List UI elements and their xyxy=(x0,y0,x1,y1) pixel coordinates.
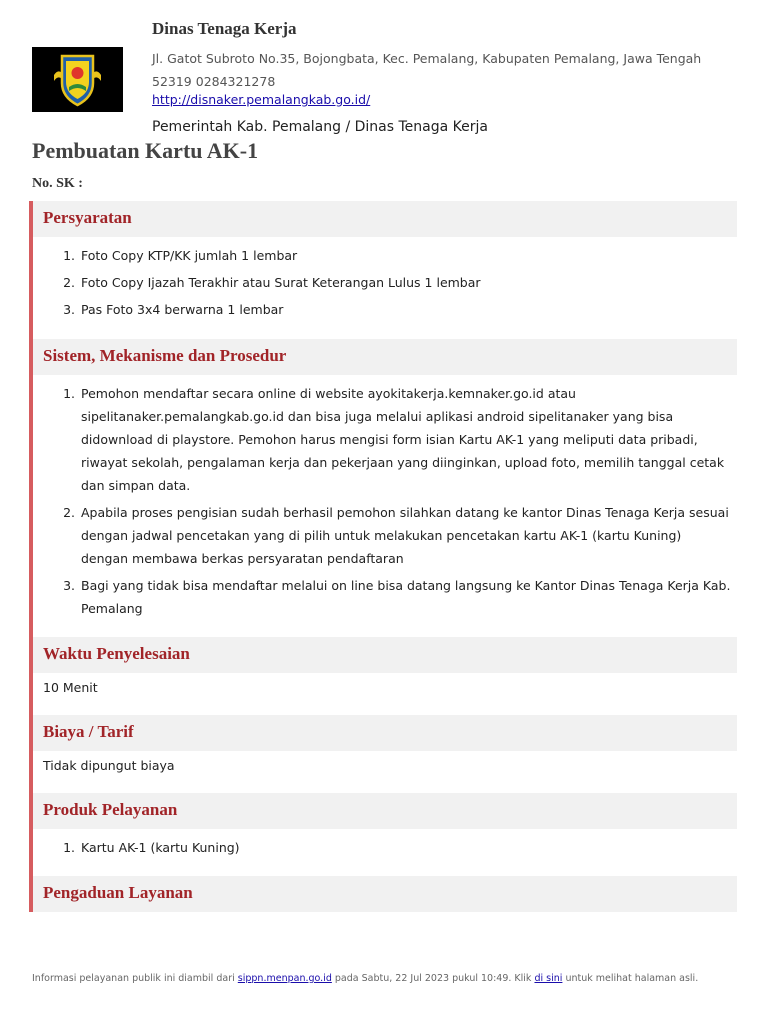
footer-text: untuk melihat halaman asli. xyxy=(565,973,699,984)
list-item: 1. Foto Copy KTP/KK jumlah 1 lembar xyxy=(63,248,298,263)
footer-text: Informasi pelayanan publik ini diambil dari xyxy=(32,973,235,984)
website-link[interactable]: http://disnaker.pemalangkab.go.id/ xyxy=(152,92,371,107)
list-item: 3. Bagi yang tidak bisa mendaftar melalui on line bisa datang langsung ke Kantor Dinas Tenaga Kerja Kab. Pemalang xyxy=(63,578,731,616)
section-sistem xyxy=(33,382,737,624)
page-title: Pembuatan Kartu AK-1 xyxy=(32,138,259,163)
completion-time: 10 Menit xyxy=(43,680,98,695)
section-persyaratan xyxy=(33,244,737,325)
section-heading-sistem: Sistem, Mekanisme dan Prosedur xyxy=(33,339,737,375)
logo xyxy=(32,47,123,112)
procedure-list xyxy=(33,382,737,620)
list-item: 2. Apabila proses pengisian sudah berhasil pemohon silahkan datang ke kantor Dinas Tenaga Kerja sesuai dengan jadwal pencetakan yang di pilih untuk melakukan pencetakan kartu AK-1 (kartu Kuning) dengan membawa berkas persyaratan pendaftaran xyxy=(63,505,729,566)
org-address: Jl. Gatot Subroto No.35, Bojongbata, Kec. Pemalang, Kabupaten Pemalang, Jawa Tengah 52319 0284321278 xyxy=(152,51,702,89)
breadcrumb: Pemerintah Kab. Pemalang / Dinas Tenaga Kerja xyxy=(152,119,488,135)
section-heading-waktu: Waktu Penyelesaian xyxy=(33,637,737,673)
service-content xyxy=(29,201,737,912)
section-heading-pengaduan: Pengaduan Layanan xyxy=(33,876,737,912)
pemalang-regency-emblem-icon xyxy=(32,47,123,112)
list-item: 2. Foto Copy Ijazah Terakhir atau Surat Keterangan Lulus 1 lembar xyxy=(63,275,481,290)
sk-number xyxy=(32,176,89,192)
original-page-link[interactable]: di sini xyxy=(534,973,563,984)
footer-text: pada Sabtu, 22 Jul 2023 pukul 10:49. Klik xyxy=(334,973,532,984)
section-produk xyxy=(33,836,737,863)
section-heading-biaya: Biaya / Tarif xyxy=(33,715,737,751)
footer-note xyxy=(32,973,752,984)
product-list xyxy=(33,836,737,859)
source-link[interactable]: sippn.menpan.go.id xyxy=(237,973,332,984)
section-heading-produk: Produk Pelayanan xyxy=(33,793,737,829)
list-item: 3. Pas Foto 3x4 berwarna 1 lembar xyxy=(63,302,284,317)
list-item: 1. Pemohon mendaftar secara online di website ayokitakerja.kemnaker.go.id atau sipelitanaker.pemalangkab.go.id dan bisa juga melalui aplikasi android sipelitanaker yang bisa didownload di playstore. Pemohon harus mengisi form isian Kartu AK-1 yang meliputi data pribadi, riwayat sekolah, pengalaman kerja dan pekerjaan yang diinginkan, upload foto, memilih tanggal cetak dan simpan data. xyxy=(63,386,725,493)
list-item: 1. Kartu AK-1 (kartu Kuning) xyxy=(63,840,240,855)
fee-text: Tidak dipungut biaya xyxy=(43,758,175,773)
sk-label: No. SK : xyxy=(32,176,83,191)
org-name: Dinas Tenaga Kerja xyxy=(152,19,297,38)
section-heading-persyaratan: Persyaratan xyxy=(33,201,737,237)
requirements-list xyxy=(33,244,737,321)
